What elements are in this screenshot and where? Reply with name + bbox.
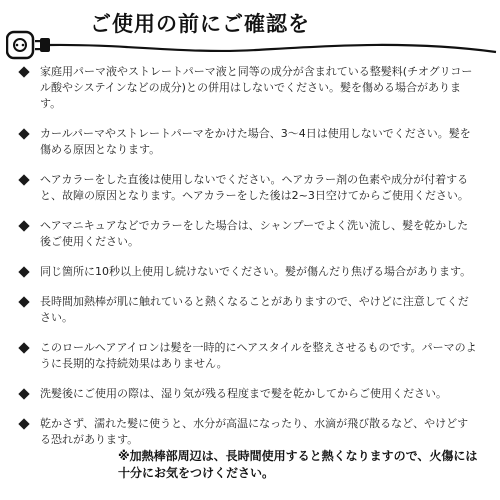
list-item [18, 264, 478, 280]
note-text: 乾かさず、濡れた髪に使うと、水分が高温になったり、水滴が飛び散るなど、やけどする恐れがあります。 [40, 417, 469, 446]
note-text: ヘアカラーをした直後は使用しないでください。ヘアカラー剤の色素や成分が付着すると、故障の原因となります。ヘアカラーをした後は2~3日空けてからご使用ください。 [40, 173, 469, 202]
diamond-bullet-icon [18, 66, 29, 77]
list-item [18, 340, 478, 372]
note-text: ヘアマニキュアなどでカラーをした場合は、シャンプーでよく洗い流し、髪を乾かした後ご使用ください。 [40, 219, 469, 248]
note-text: カールパーマやストレートパーマをかけた場合、3〜4日は使用しないでください。髪を傷める原因となります。 [40, 127, 471, 156]
list-item [18, 386, 478, 402]
diamond-bullet-icon [18, 388, 29, 399]
diamond-bullet-icon [18, 128, 29, 139]
note-text: 洗髪後にご使用の際は、湿り気が残る程度まで髪を乾かしてからご使用ください。 [40, 387, 447, 400]
diamond-bullet-icon [18, 266, 29, 277]
note-text: 家庭用パーマ液やストレートパーマ液と同等の成分が含まれている整髪料(チオグリコール酸やシステインなどの成分)との併用はしないでください。髪を傷める場合があります。 [40, 65, 473, 110]
note-text: 同じ箇所に10秒以上使用し続けないでください。髪が傷んだり焦げる場合があります。 [40, 265, 472, 278]
list-item [18, 126, 478, 158]
list-item [18, 416, 478, 448]
note-text: 長時間加熱棒が肌に触れていると熱くなることがありますので、やけどに注意してください。 [40, 295, 469, 324]
list-item [18, 294, 478, 326]
note-text: このロールヘアアイロンは髪を一時的にヘアスタイルを整えさせるものです。パーマのように長期的な持続効果はありません。 [40, 341, 477, 370]
diamond-bullet-icon [18, 174, 29, 185]
header [0, 0, 500, 70]
diamond-bullet-icon [18, 296, 29, 307]
notes-list [18, 64, 478, 462]
page-title: ご使用の前にご確認を [90, 12, 310, 36]
diamond-bullet-icon [18, 418, 29, 429]
list-item [18, 64, 478, 112]
footer-warning: ※加熱棒部周辺は、長時間使用すると熱くなりますので、火傷には十分にお気をつけください。 [118, 449, 478, 480]
list-item [18, 218, 478, 250]
diamond-bullet-icon [18, 342, 29, 353]
diamond-bullet-icon [18, 220, 29, 231]
list-item [18, 172, 478, 204]
